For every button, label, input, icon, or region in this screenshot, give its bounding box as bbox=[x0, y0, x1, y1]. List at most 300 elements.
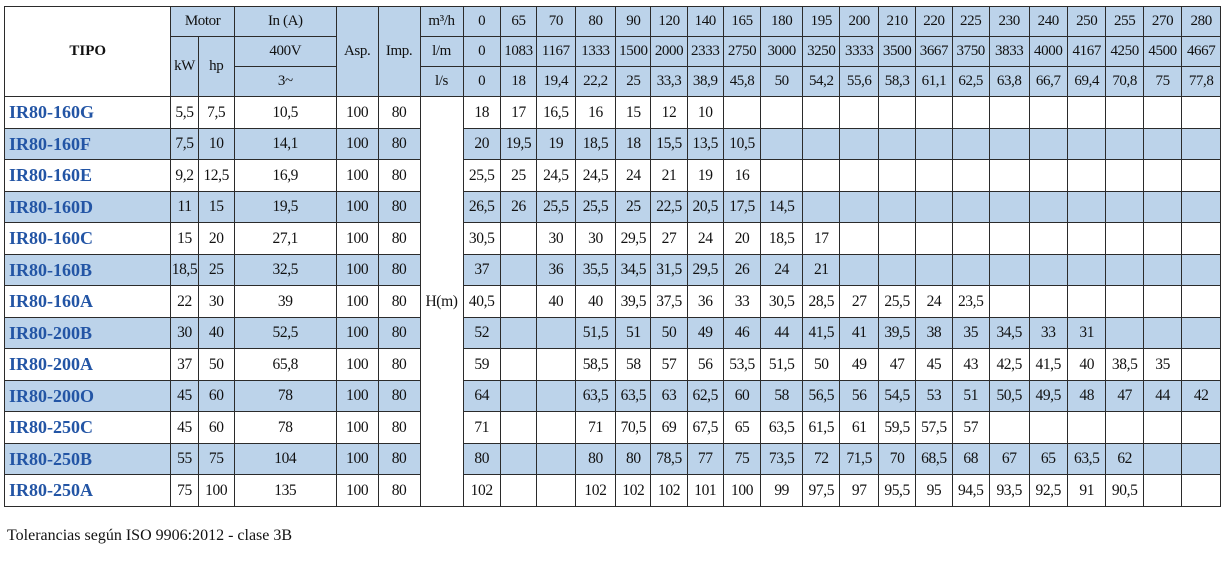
head-value-cell: 62,5 bbox=[687, 380, 723, 412]
head-value-cell bbox=[989, 254, 1029, 286]
flow-lm-cell: 3250 bbox=[803, 37, 840, 67]
flow-m3h-cell: 280 bbox=[1182, 7, 1221, 37]
flow-ls-cell: 66,7 bbox=[1029, 67, 1067, 97]
head-value-cell bbox=[989, 97, 1029, 129]
head-value-cell: 25,5 bbox=[537, 191, 575, 223]
asp-cell: 100 bbox=[336, 475, 378, 507]
head-value-cell: 95,5 bbox=[878, 475, 915, 507]
head-value-cell bbox=[537, 443, 575, 475]
head-value-cell: 33 bbox=[723, 286, 760, 318]
head-value-cell: 102 bbox=[463, 475, 500, 507]
head-value-cell: 78,5 bbox=[651, 443, 687, 475]
asp-cell: 100 bbox=[336, 286, 378, 318]
asp-cell: 100 bbox=[336, 223, 378, 255]
head-value-cell: 69 bbox=[651, 412, 687, 444]
head-value-cell: 41,5 bbox=[803, 317, 840, 349]
head-value-cell: 29,5 bbox=[687, 254, 723, 286]
head-value-cell: 56 bbox=[687, 349, 723, 381]
head-value-cell: 39,5 bbox=[878, 317, 915, 349]
head-value-cell: 71 bbox=[463, 412, 500, 444]
head-value-cell: 40,5 bbox=[463, 286, 500, 318]
head-value-cell bbox=[878, 160, 915, 192]
asp-cell: 100 bbox=[336, 317, 378, 349]
head-value-cell: 51,5 bbox=[761, 349, 803, 381]
flow-m3h-cell: 165 bbox=[723, 7, 760, 37]
head-value-cell bbox=[1068, 412, 1106, 444]
head-value-cell bbox=[1106, 191, 1143, 223]
asp-cell: 100 bbox=[336, 412, 378, 444]
kw-cell: 22 bbox=[171, 286, 198, 318]
kw-cell: 45 bbox=[171, 412, 198, 444]
head-value-cell: 40 bbox=[575, 286, 616, 318]
head-value-cell: 30 bbox=[537, 223, 575, 255]
head-value-cell bbox=[723, 97, 760, 129]
head-value-cell bbox=[916, 254, 952, 286]
asp-header: Asp. bbox=[336, 7, 378, 97]
hp-cell: 75 bbox=[198, 443, 234, 475]
head-value-cell: 50,5 bbox=[989, 380, 1029, 412]
flow-m3h-cell: 180 bbox=[761, 7, 803, 37]
head-value-cell: 33 bbox=[1029, 317, 1067, 349]
head-value-cell: 49 bbox=[840, 349, 878, 381]
head-value-cell bbox=[1143, 160, 1181, 192]
head-value-cell: 36 bbox=[537, 254, 575, 286]
head-value-cell: 34,5 bbox=[616, 254, 651, 286]
head-value-cell bbox=[803, 128, 840, 160]
head-value-cell: 57,5 bbox=[916, 412, 952, 444]
head-value-cell bbox=[840, 97, 878, 129]
table-row bbox=[5, 254, 1221, 286]
head-value-cell: 16,5 bbox=[537, 97, 575, 129]
head-value-cell: 71,5 bbox=[840, 443, 878, 475]
head-value-cell: 57 bbox=[952, 412, 989, 444]
flow-m3h-cell: 270 bbox=[1143, 7, 1181, 37]
imp-cell: 80 bbox=[378, 191, 420, 223]
head-value-cell: 35 bbox=[1143, 349, 1181, 381]
imp-cell: 80 bbox=[378, 286, 420, 318]
flow-m3h-cell: 0 bbox=[463, 7, 500, 37]
asp-cell: 100 bbox=[336, 191, 378, 223]
head-value-cell: 54,5 bbox=[878, 380, 915, 412]
head-value-cell: 93,5 bbox=[989, 475, 1029, 507]
head-value-cell bbox=[803, 160, 840, 192]
head-value-cell bbox=[952, 254, 989, 286]
head-value-cell: 63 bbox=[651, 380, 687, 412]
phase-header: 3~ bbox=[234, 67, 336, 97]
current-cell: 65,8 bbox=[234, 349, 336, 381]
head-value-cell: 59 bbox=[463, 349, 500, 381]
model-cell: IR80-160E bbox=[5, 160, 171, 192]
head-value-cell bbox=[1143, 223, 1181, 255]
head-value-cell bbox=[1182, 317, 1221, 349]
head-value-cell: 58,5 bbox=[575, 349, 616, 381]
flow-ls-cell: 45,8 bbox=[723, 67, 760, 97]
head-value-cell: 80 bbox=[616, 443, 651, 475]
flow-unit-m3h: m³/h bbox=[420, 7, 463, 37]
head-value-cell bbox=[1143, 97, 1181, 129]
head-value-cell bbox=[1106, 286, 1143, 318]
kw-cell: 30 bbox=[171, 317, 198, 349]
head-value-cell: 47 bbox=[1106, 380, 1143, 412]
head-value-cell: 24 bbox=[916, 286, 952, 318]
flow-lm-cell: 1333 bbox=[575, 37, 616, 67]
head-value-cell bbox=[989, 412, 1029, 444]
hp-cell: 15 bbox=[198, 191, 234, 223]
head-value-cell bbox=[916, 191, 952, 223]
head-value-cell bbox=[878, 191, 915, 223]
flow-ls-cell: 22,2 bbox=[575, 67, 616, 97]
head-value-cell bbox=[1106, 412, 1143, 444]
head-value-cell: 70 bbox=[878, 443, 915, 475]
imp-cell: 80 bbox=[378, 317, 420, 349]
head-value-cell: 94,5 bbox=[952, 475, 989, 507]
model-cell: IR80-160F bbox=[5, 128, 171, 160]
head-value-cell: 20 bbox=[723, 223, 760, 255]
head-value-cell bbox=[1068, 254, 1106, 286]
head-value-cell bbox=[1182, 443, 1221, 475]
head-value-cell: 102 bbox=[651, 475, 687, 507]
head-value-cell: 80 bbox=[463, 443, 500, 475]
head-value-cell: 65 bbox=[1029, 443, 1067, 475]
head-value-cell: 23,5 bbox=[952, 286, 989, 318]
head-value-cell bbox=[989, 160, 1029, 192]
imp-cell: 80 bbox=[378, 412, 420, 444]
head-value-cell: 30,5 bbox=[463, 223, 500, 255]
head-value-cell: 25,5 bbox=[575, 191, 616, 223]
head-value-cell: 63,5 bbox=[1068, 443, 1106, 475]
current-cell: 27,1 bbox=[234, 223, 336, 255]
head-value-cell bbox=[1182, 223, 1221, 255]
head-value-cell: 17 bbox=[803, 223, 840, 255]
head-value-cell: 27 bbox=[840, 286, 878, 318]
flow-m3h-cell: 70 bbox=[537, 7, 575, 37]
head-value-cell: 51 bbox=[952, 380, 989, 412]
head-value-cell bbox=[1068, 191, 1106, 223]
motor-header: Motor bbox=[171, 7, 234, 37]
flow-ls-cell: 33,3 bbox=[651, 67, 687, 97]
flow-ls-cell: 61,1 bbox=[916, 67, 952, 97]
table-row bbox=[5, 223, 1221, 255]
tipo-header: TIPO bbox=[5, 7, 171, 97]
kw-header: kW bbox=[171, 37, 198, 97]
head-value-cell: 72 bbox=[803, 443, 840, 475]
head-value-cell: 19 bbox=[687, 160, 723, 192]
head-value-cell: 102 bbox=[616, 475, 651, 507]
current-header: In (A) bbox=[234, 7, 336, 37]
current-cell: 135 bbox=[234, 475, 336, 507]
kw-cell: 55 bbox=[171, 443, 198, 475]
head-value-cell: 25,5 bbox=[878, 286, 915, 318]
hp-cell: 50 bbox=[198, 349, 234, 381]
flow-m3h-cell: 240 bbox=[1029, 7, 1067, 37]
tolerance-note: Tolerancias según ISO 9906:2012 - clase 3B bbox=[7, 527, 293, 544]
head-value-cell: 71 bbox=[575, 412, 616, 444]
model-cell: IR80-160G bbox=[5, 97, 171, 129]
head-value-cell: 18,5 bbox=[575, 128, 616, 160]
flow-lm-cell: 3833 bbox=[989, 37, 1029, 67]
flow-lm-cell: 1500 bbox=[616, 37, 651, 67]
asp-cell: 100 bbox=[336, 443, 378, 475]
head-value-cell bbox=[537, 412, 575, 444]
imp-header: Imp. bbox=[378, 7, 420, 97]
head-value-cell bbox=[916, 97, 952, 129]
head-value-cell bbox=[952, 223, 989, 255]
flow-ls-cell: 58,3 bbox=[878, 67, 915, 97]
head-value-cell bbox=[1068, 223, 1106, 255]
head-value-cell bbox=[1029, 254, 1067, 286]
head-value-cell: 91 bbox=[1068, 475, 1106, 507]
head-value-cell: 36 bbox=[687, 286, 723, 318]
head-value-cell: 97,5 bbox=[803, 475, 840, 507]
head-value-cell bbox=[1029, 223, 1067, 255]
head-value-cell: 68 bbox=[952, 443, 989, 475]
head-value-cell: 41 bbox=[840, 317, 878, 349]
flow-m3h-cell: 80 bbox=[575, 7, 616, 37]
head-value-cell bbox=[1182, 412, 1221, 444]
head-value-cell bbox=[1106, 317, 1143, 349]
head-value-cell bbox=[500, 254, 536, 286]
head-value-cell bbox=[1182, 97, 1221, 129]
model-cell: IR80-160A bbox=[5, 286, 171, 318]
head-value-cell bbox=[500, 412, 536, 444]
head-value-cell bbox=[840, 191, 878, 223]
head-value-cell bbox=[1029, 286, 1067, 318]
head-value-cell bbox=[500, 317, 536, 349]
current-cell: 14,1 bbox=[234, 128, 336, 160]
head-value-cell bbox=[1029, 412, 1067, 444]
head-value-cell: 15 bbox=[616, 97, 651, 129]
kw-cell: 5,5 bbox=[171, 97, 198, 129]
head-value-cell bbox=[916, 223, 952, 255]
head-value-cell: 24 bbox=[616, 160, 651, 192]
head-value-cell bbox=[1106, 97, 1143, 129]
hp-cell: 25 bbox=[198, 254, 234, 286]
hp-cell: 40 bbox=[198, 317, 234, 349]
head-value-cell bbox=[1068, 128, 1106, 160]
flow-m3h-cell: 90 bbox=[616, 7, 651, 37]
head-value-cell: 22,5 bbox=[651, 191, 687, 223]
head-value-cell: 95 bbox=[916, 475, 952, 507]
head-value-cell: 20,5 bbox=[687, 191, 723, 223]
kw-cell: 15 bbox=[171, 223, 198, 255]
kw-cell: 7,5 bbox=[171, 128, 198, 160]
imp-cell: 80 bbox=[378, 443, 420, 475]
head-value-cell bbox=[952, 128, 989, 160]
current-cell: 52,5 bbox=[234, 317, 336, 349]
flow-m3h-cell: 65 bbox=[500, 7, 536, 37]
head-value-cell bbox=[989, 223, 1029, 255]
head-value-cell bbox=[1143, 317, 1181, 349]
head-value-cell: 64 bbox=[463, 380, 500, 412]
head-value-cell: 35 bbox=[952, 317, 989, 349]
head-value-cell: 37 bbox=[463, 254, 500, 286]
head-value-cell: 19 bbox=[537, 128, 575, 160]
current-cell: 78 bbox=[234, 380, 336, 412]
head-value-cell: 67 bbox=[989, 443, 1029, 475]
model-cell: IR80-160C bbox=[5, 223, 171, 255]
flow-unit-ls: l/s bbox=[420, 67, 463, 97]
table-row bbox=[5, 191, 1221, 223]
head-value-cell bbox=[1143, 191, 1181, 223]
head-value-cell: 73,5 bbox=[761, 443, 803, 475]
imp-cell: 80 bbox=[378, 254, 420, 286]
current-cell: 16,9 bbox=[234, 160, 336, 192]
head-value-cell bbox=[1106, 223, 1143, 255]
asp-cell: 100 bbox=[336, 97, 378, 129]
head-value-cell bbox=[1068, 97, 1106, 129]
head-value-cell bbox=[1182, 475, 1221, 507]
head-value-cell: 92,5 bbox=[1029, 475, 1067, 507]
head-value-cell bbox=[916, 160, 952, 192]
head-value-cell: 63,5 bbox=[761, 412, 803, 444]
head-value-cell: 97 bbox=[840, 475, 878, 507]
head-value-cell bbox=[1143, 254, 1181, 286]
head-value-cell: 10,5 bbox=[723, 128, 760, 160]
head-value-cell bbox=[878, 254, 915, 286]
flow-m3h-cell: 210 bbox=[878, 7, 915, 37]
head-value-cell bbox=[1182, 128, 1221, 160]
head-value-cell bbox=[1068, 160, 1106, 192]
table-row bbox=[5, 412, 1221, 444]
head-value-cell bbox=[1106, 254, 1143, 286]
flow-m3h-cell: 195 bbox=[803, 7, 840, 37]
head-value-cell bbox=[840, 254, 878, 286]
table-row bbox=[5, 443, 1221, 475]
head-value-cell bbox=[1106, 160, 1143, 192]
head-value-cell: 59,5 bbox=[878, 412, 915, 444]
flow-ls-cell: 38,9 bbox=[687, 67, 723, 97]
head-value-cell: 51,5 bbox=[575, 317, 616, 349]
pump-performance-table-container bbox=[4, 6, 1221, 507]
head-value-cell: 15,5 bbox=[651, 128, 687, 160]
head-value-cell: 53,5 bbox=[723, 349, 760, 381]
flow-ls-cell: 77,8 bbox=[1182, 67, 1221, 97]
hp-cell: 60 bbox=[198, 380, 234, 412]
head-value-cell: 80 bbox=[575, 443, 616, 475]
head-value-cell: 37,5 bbox=[651, 286, 687, 318]
head-value-cell bbox=[840, 160, 878, 192]
asp-cell: 100 bbox=[336, 254, 378, 286]
head-value-cell: 13,5 bbox=[687, 128, 723, 160]
head-value-cell: 42,5 bbox=[989, 349, 1029, 381]
flow-lm-cell: 4167 bbox=[1068, 37, 1106, 67]
model-cell: IR80-160B bbox=[5, 254, 171, 286]
flow-lm-cell: 4250 bbox=[1106, 37, 1143, 67]
head-value-cell: 90,5 bbox=[1106, 475, 1143, 507]
flow-lm-cell: 1083 bbox=[500, 37, 536, 67]
head-value-cell: 65 bbox=[723, 412, 760, 444]
head-value-cell bbox=[500, 475, 536, 507]
head-value-cell bbox=[500, 349, 536, 381]
imp-cell: 80 bbox=[378, 349, 420, 381]
kw-cell: 75 bbox=[171, 475, 198, 507]
head-value-cell: 38,5 bbox=[1106, 349, 1143, 381]
flow-lm-cell: 1167 bbox=[537, 37, 575, 67]
head-value-cell: 40 bbox=[1068, 349, 1106, 381]
head-value-cell: 44 bbox=[1143, 380, 1181, 412]
model-cell: IR80-160D bbox=[5, 191, 171, 223]
head-value-cell: 40 bbox=[537, 286, 575, 318]
flow-lm-cell: 3750 bbox=[952, 37, 989, 67]
current-cell: 39 bbox=[234, 286, 336, 318]
head-value-cell: 24,5 bbox=[575, 160, 616, 192]
current-cell: 78 bbox=[234, 412, 336, 444]
flow-ls-cell: 25 bbox=[616, 67, 651, 97]
head-value-cell bbox=[952, 97, 989, 129]
head-value-cell: 102 bbox=[575, 475, 616, 507]
head-value-cell bbox=[1143, 286, 1181, 318]
imp-cell: 80 bbox=[378, 475, 420, 507]
head-value-cell bbox=[500, 286, 536, 318]
head-value-cell: 49,5 bbox=[1029, 380, 1067, 412]
head-value-cell: 75 bbox=[723, 443, 760, 475]
hp-cell: 100 bbox=[198, 475, 234, 507]
head-label-cell: H(m) bbox=[420, 97, 463, 507]
head-value-cell: 14,5 bbox=[761, 191, 803, 223]
head-value-cell bbox=[1106, 128, 1143, 160]
model-cell: IR80-250A bbox=[5, 475, 171, 507]
head-value-cell bbox=[1182, 191, 1221, 223]
head-value-cell bbox=[500, 223, 536, 255]
flow-m3h-cell: 225 bbox=[952, 7, 989, 37]
model-cell: IR80-250C bbox=[5, 412, 171, 444]
head-value-cell: 25,5 bbox=[463, 160, 500, 192]
table-row bbox=[5, 97, 1221, 129]
flow-lm-cell: 3000 bbox=[761, 37, 803, 67]
head-value-cell: 61,5 bbox=[803, 412, 840, 444]
head-value-cell: 45 bbox=[916, 349, 952, 381]
flow-ls-cell: 69,4 bbox=[1068, 67, 1106, 97]
model-cell: IR80-200A bbox=[5, 349, 171, 381]
flow-lm-cell: 0 bbox=[463, 37, 500, 67]
head-value-cell: 99 bbox=[761, 475, 803, 507]
head-value-cell bbox=[989, 191, 1029, 223]
kw-cell: 45 bbox=[171, 380, 198, 412]
current-cell: 19,5 bbox=[234, 191, 336, 223]
flow-lm-cell: 3500 bbox=[878, 37, 915, 67]
head-value-cell bbox=[1029, 191, 1067, 223]
asp-cell: 100 bbox=[336, 349, 378, 381]
head-value-cell bbox=[1182, 254, 1221, 286]
imp-cell: 80 bbox=[378, 128, 420, 160]
table-row bbox=[5, 128, 1221, 160]
hp-cell: 20 bbox=[198, 223, 234, 255]
flow-lm-cell: 3333 bbox=[840, 37, 878, 67]
head-value-cell: 56 bbox=[840, 380, 878, 412]
head-value-cell bbox=[761, 128, 803, 160]
head-value-cell bbox=[989, 286, 1029, 318]
flow-m3h-cell: 230 bbox=[989, 7, 1029, 37]
table-row bbox=[5, 160, 1221, 192]
head-value-cell: 68,5 bbox=[916, 443, 952, 475]
head-value-cell bbox=[1143, 475, 1181, 507]
head-value-cell bbox=[878, 97, 915, 129]
table-row bbox=[5, 380, 1221, 412]
head-value-cell bbox=[1143, 412, 1181, 444]
hp-cell: 7,5 bbox=[198, 97, 234, 129]
imp-cell: 80 bbox=[378, 223, 420, 255]
head-value-cell bbox=[1182, 286, 1221, 318]
head-value-cell bbox=[537, 317, 575, 349]
head-value-cell: 100 bbox=[723, 475, 760, 507]
head-value-cell: 19,5 bbox=[500, 128, 536, 160]
head-value-cell bbox=[989, 128, 1029, 160]
head-value-cell: 44 bbox=[761, 317, 803, 349]
flow-lm-cell: 2000 bbox=[651, 37, 687, 67]
hp-cell: 30 bbox=[198, 286, 234, 318]
head-value-cell bbox=[952, 191, 989, 223]
table-row bbox=[5, 317, 1221, 349]
